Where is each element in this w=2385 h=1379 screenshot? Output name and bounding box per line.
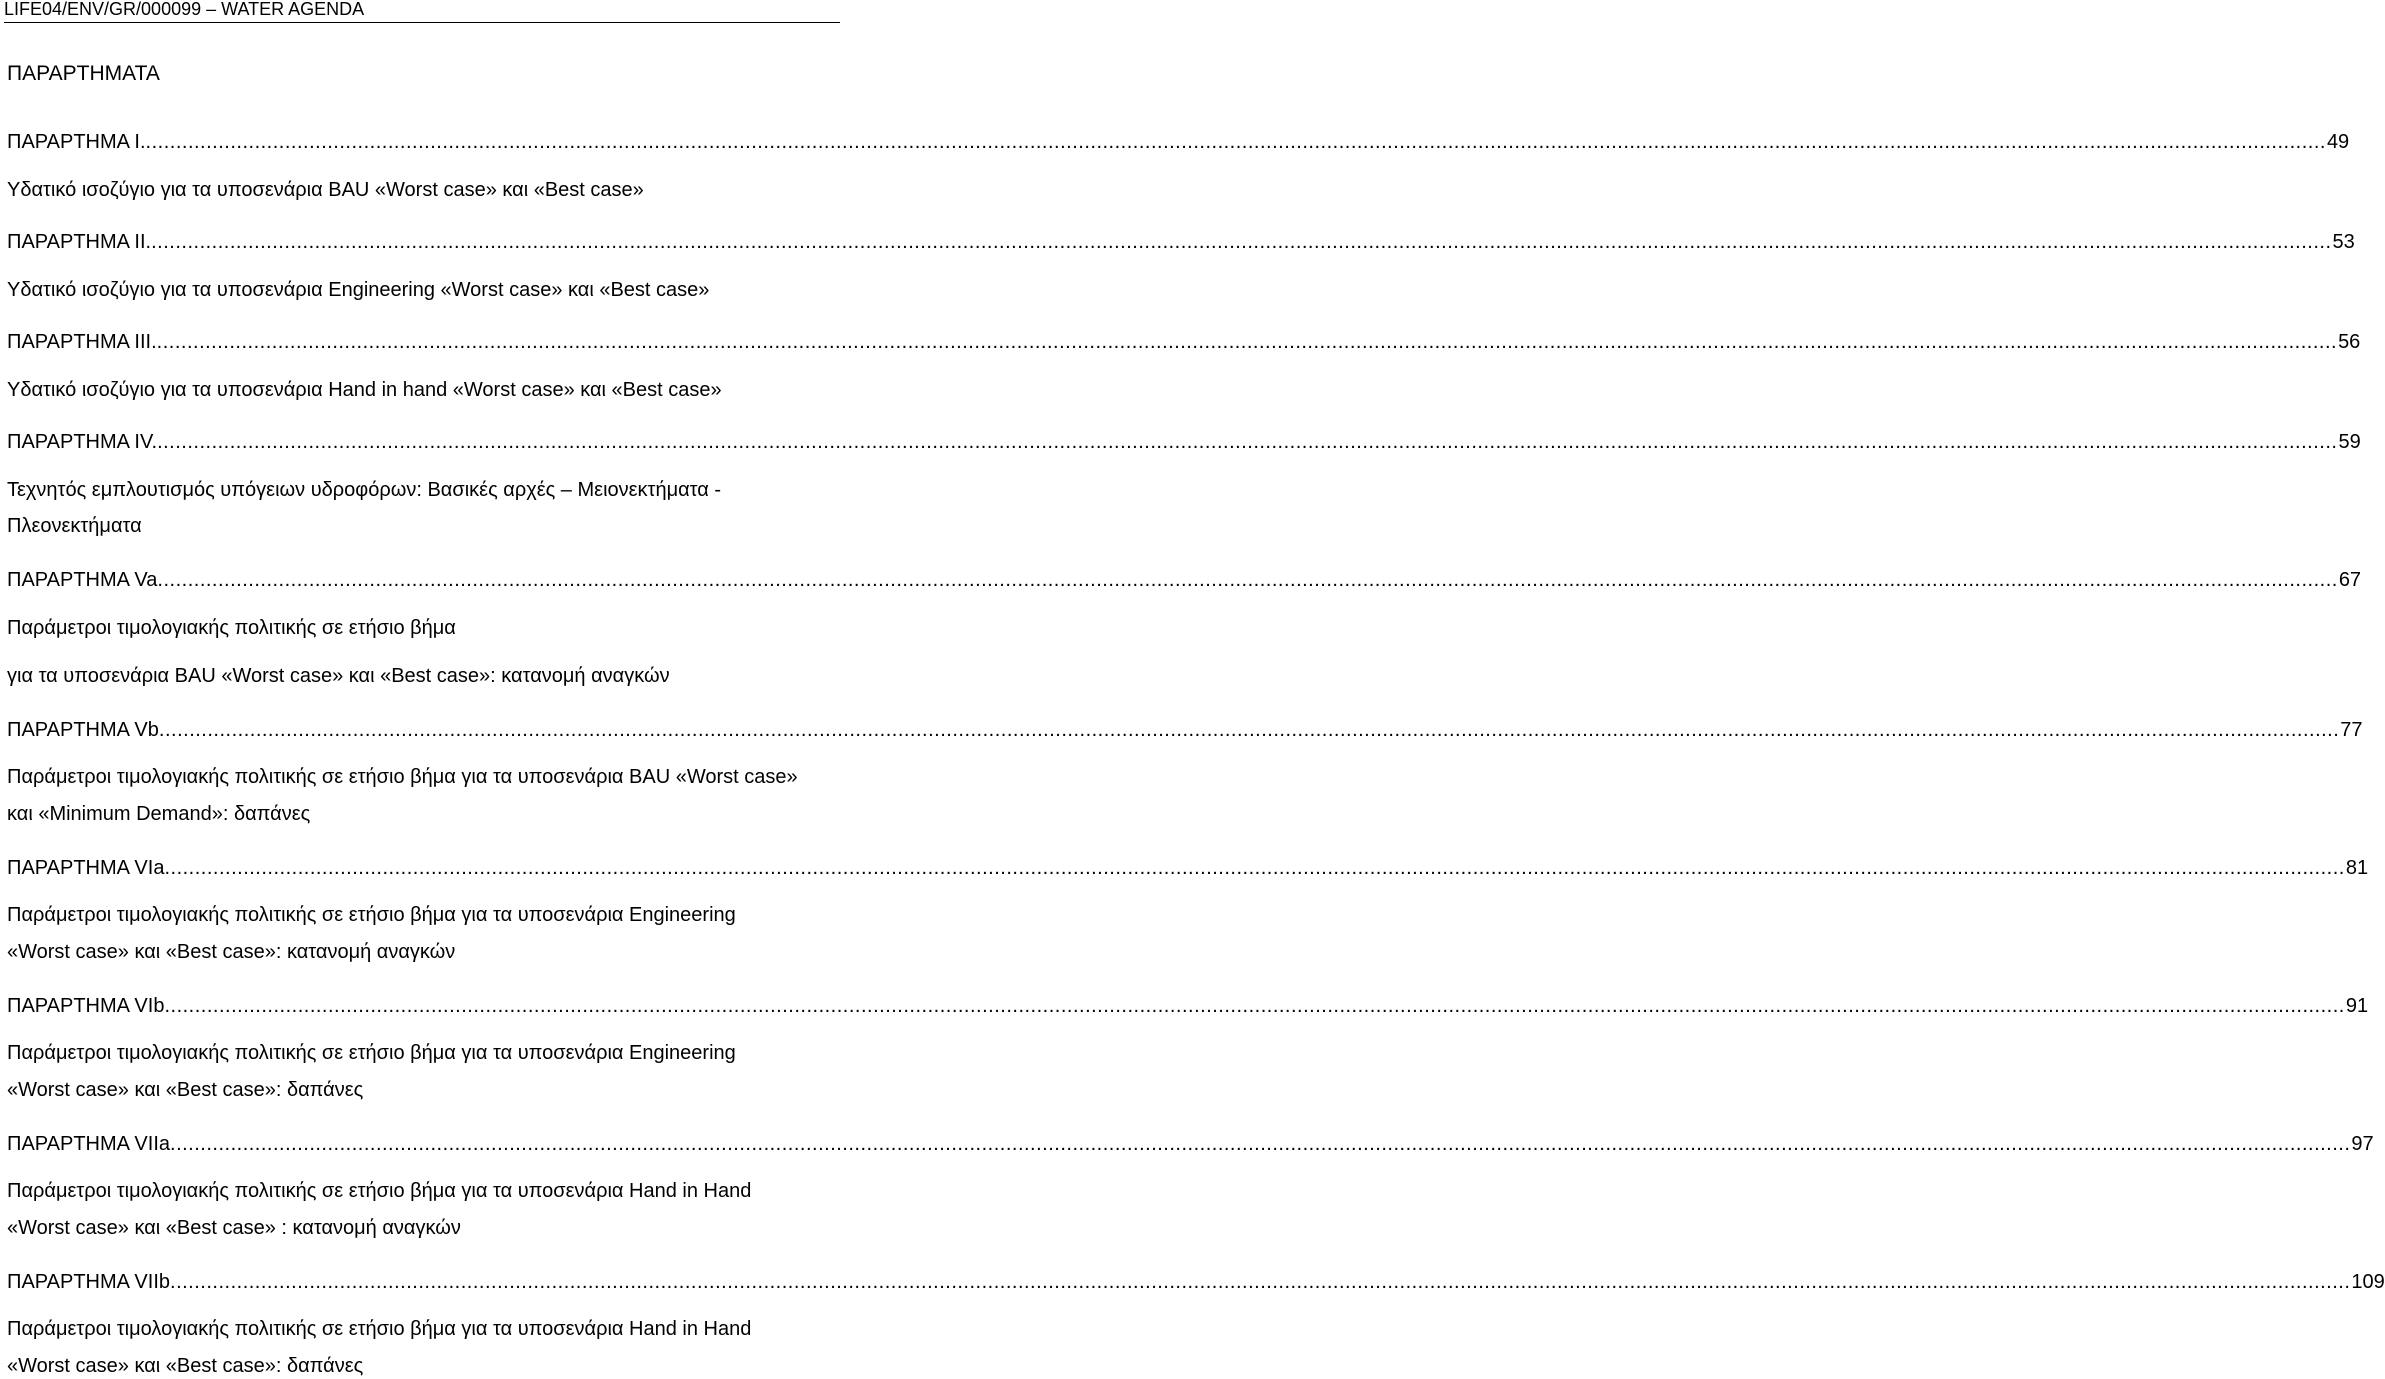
dot-leader: ........................................................................................................................................................................................................................................................................................................................................................................ [170,1271,2351,1293]
toc-entry-description-continued: «Worst case» και «Best case» : κατανομή αναγκών [7,1217,461,1239]
toc-entry-description: Υδατικό ισοζύγιο για τα υποσενάρια Hand in hand «Worst case» και «Best case» [7,379,722,401]
toc-entry-label: ΠΑΡΑΡΤΗΜΑ VIIb [7,1271,171,1293]
toc-entry-annex-5b[interactable] [7,714,2363,742]
dot-leader: ........................................................................................................................................................................................................................................................................................................................................................................ [164,995,2345,1017]
toc-entry-description: Παράμετροι τιμολογιακής πολιτικής σε ετήσιο βήμα για τα υποσενάρια Engineering [7,1042,736,1064]
toc-page-number: 53 [2332,231,2355,253]
toc-page-number: 59 [2338,431,2361,453]
toc-entry-annex-2[interactable] [7,226,2355,254]
toc-page-number: 91 [2345,995,2369,1017]
toc-entry-label: ΠΑΡΑΡΤΗΜΑ III. [7,331,157,353]
dot-leader: ........................................................................................................................................................................................................................................................................................................................................................................ [157,569,2338,591]
toc-entry-annex-6b[interactable] [7,990,2369,1018]
dot-leader: ........................................................................................................................................................................................................................................................................................................................................................................ [157,431,2338,453]
toc-entry-description-continued: Πλεονεκτήματα [7,515,142,537]
toc-entry-description: Παράμετροι τιμολογιακής πολιτικής σε ετήσιο βήμα για τα υποσενάρια Engineering [7,904,736,926]
dot-leader: ........................................................................................................................................................................................................................................................................................................................................................................ [151,231,2332,253]
toc-entry-description: Παράμετροι τιμολογιακής πολιτικής σε ετήσιο βήμα για τα υποσενάρια Hand in Hand [7,1180,752,1202]
toc-page-number: 97 [2351,1133,2374,1155]
toc-entry-label: ΠΑΡΑΡΤΗΜΑ I. [7,131,146,153]
toc-entry-description-continued: «Worst case» και «Best case»: δαπάνες [7,1079,364,1101]
toc-page-number: 109 [2351,1271,2385,1293]
dot-leader: ........................................................................................................................................................................................................................................................................................................................................................................ [145,131,2326,153]
toc-page-number: 77 [2340,719,2363,741]
toc-entry-annex-6a[interactable] [7,852,2369,880]
section-title: ΠΑΡΑΡΤΗΜΑΤΑ [7,62,160,85]
toc-entry-label: ΠΑΡΑΡΤΗΜΑ II. [7,231,152,253]
toc-entry-annex-7b[interactable] [7,1266,2385,1294]
toc-entry-label: ΠΑΡΑΡΤΗΜΑ VIa [7,857,165,879]
toc-entry-description-continued: «Worst case» και «Best case»: κατανομή αναγκών [7,941,456,963]
toc-page-number: 67 [2338,569,2362,591]
toc-entry-label: ΠΑΡΑΡΤΗΜΑ IV. [7,431,158,453]
toc-entry-annex-5a[interactable] [7,564,2362,592]
dot-leader: ........................................................................................................................................................................................................................................................................................................................................................................ [156,331,2338,353]
toc-entry-annex-4[interactable] [7,426,2361,454]
toc-entry-annex-1[interactable] [7,126,2350,154]
toc-entry-label: ΠΑΡΑΡΤΗΜΑ VIIa [7,1133,171,1155]
toc-entry-label: ΠΑΡΑΡΤΗΜΑ Va [7,569,158,591]
dot-leader: ........................................................................................................................................................................................................................................................................................................................................................................ [158,719,2340,741]
toc-entry-description: Υδατικό ισοζύγιο για τα υποσενάρια Engineering «Worst case» και «Best case» [7,279,710,301]
toc-entry-description: Παράμετροι τιμολογιακής πολιτικής σε ετήσιο βήμα για τα υποσενάρια BAU «Worst case» [7,766,798,788]
toc-entry-description: Υδατικό ισοζύγιο για τα υποσενάρια BAU «Worst case» και «Best case» [7,179,644,201]
toc-page-number: 81 [2345,857,2369,879]
toc-entry-description-continued: «Worst case» και «Best case»: δαπάνες [7,1355,364,1377]
toc-entry-description: Παράμετροι τιμολογιακής πολιτικής σε ετήσιο βήμα για τα υποσενάρια Hand in Hand [7,1318,752,1340]
toc-entry-description-continued: για τα υποσενάρια BAU «Worst case» και «Best case»: κατανομή αναγκών [7,665,670,687]
toc-entry-label: ΠΑΡΑΡΤΗΜΑ Vb [7,719,159,741]
toc-page-number: 56 [2338,331,2361,353]
document-header: LIFE04/ENV/GR/000099 – WATER AGENDA [4,0,840,23]
toc-entry-annex-7a[interactable] [7,1128,2374,1156]
toc-entry-description: Παράμετροι τιμολογιακής πολιτικής σε ετήσιο βήμα [7,617,456,639]
dot-leader: ........................................................................................................................................................................................................................................................................................................................................................................ [164,857,2345,879]
dot-leader: ........................................................................................................................................................................................................................................................................................................................................................................ [170,1133,2351,1155]
toc-page-number: 49 [2326,131,2350,153]
toc-entry-description: Τεχνητός εμπλουτισμός υπόγειων υδροφόρων: Βασικές αρχές – Μειονεκτήματα - [7,479,722,501]
toc-entry-description-continued: και «Minimum Demand»: δαπάνες [7,803,311,825]
toc-entry-label: ΠΑΡΑΡΤΗΜΑ VIb [7,995,165,1017]
toc-entry-annex-3[interactable] [7,326,2361,354]
